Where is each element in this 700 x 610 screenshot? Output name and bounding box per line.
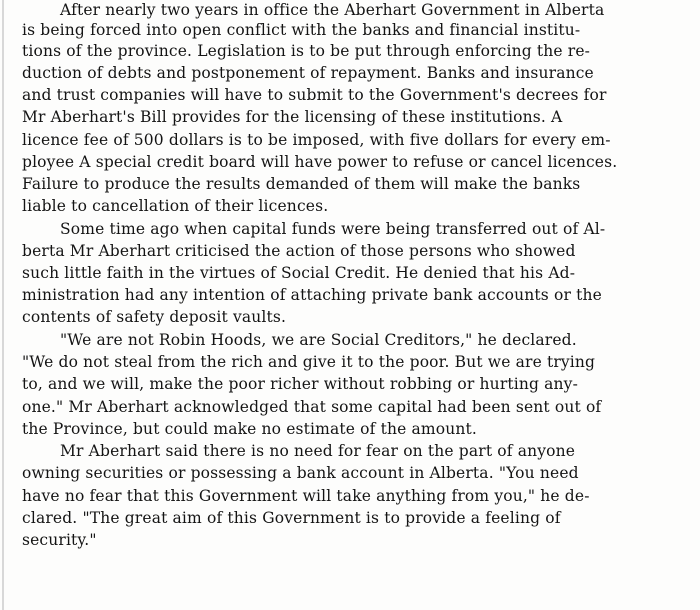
text-line: ployee A special credit board will have power to refuse or cancel licences. xyxy=(22,153,618,171)
text-line: Mr Aberhart said there is no need for fear on the part of anyone xyxy=(60,442,576,460)
text-line: Mr Aberhart's Bill provides for the licensing of these institutions. A xyxy=(22,108,563,126)
text-line: security." xyxy=(22,531,97,549)
text-line: licence fee of 500 dollars is to be imposed, with five dollars for every em- xyxy=(22,131,611,149)
text-line: Some time ago when capital funds were being transferred out of Al- xyxy=(60,220,606,238)
text-line: and trust companies will have to submit to the Government's decrees for xyxy=(22,86,607,104)
page-edge-shadow xyxy=(2,0,4,610)
text-line: liable to cancellation of their licences. xyxy=(22,197,329,215)
text-line: is being forced into open conflict with the banks and financial institu- xyxy=(22,21,581,39)
text-line: duction of debts and postponement of repayment. Banks and insurance xyxy=(22,64,594,82)
text-line: such little faith in the virtues of Social Credit. He denied that his Ad- xyxy=(22,264,576,282)
text-line: berta Mr Aberhart criticised the action of those persons who showed xyxy=(22,242,576,260)
text-line: tions of the province. Legislation is to be put through enforcing the re- xyxy=(22,42,591,60)
text-line: contents of safety deposit vaults. xyxy=(22,308,287,326)
text-line: "We are not Robin Hoods, we are Social Creditors," he declared. xyxy=(60,331,577,349)
text-line: Failure to produce the results demanded of them will make the banks xyxy=(22,175,581,193)
text-line: have no fear that this Government will take anything from you," he de- xyxy=(22,487,590,505)
text-line: After nearly two years in office the Aberhart Government in Alberta xyxy=(60,1,605,19)
text-line: owning securities or possessing a bank account in Alberta. "You need xyxy=(22,464,579,482)
text-line: "We do not steal from the rich and give it to the poor. But we are trying xyxy=(22,353,596,371)
text-line: ministration had any intention of attaching private bank accounts or the xyxy=(22,286,602,304)
text-line: the Province, but could make no estimate of the amount. xyxy=(22,420,477,438)
text-line: one." Mr Aberhart acknowledged that some capital had been sent out of xyxy=(22,398,602,416)
text-line: to, and we will, make the poor richer without robbing or hurting any- xyxy=(22,375,578,393)
text-line: clared. "The great aim of this Government is to provide a feeling of xyxy=(22,509,561,527)
